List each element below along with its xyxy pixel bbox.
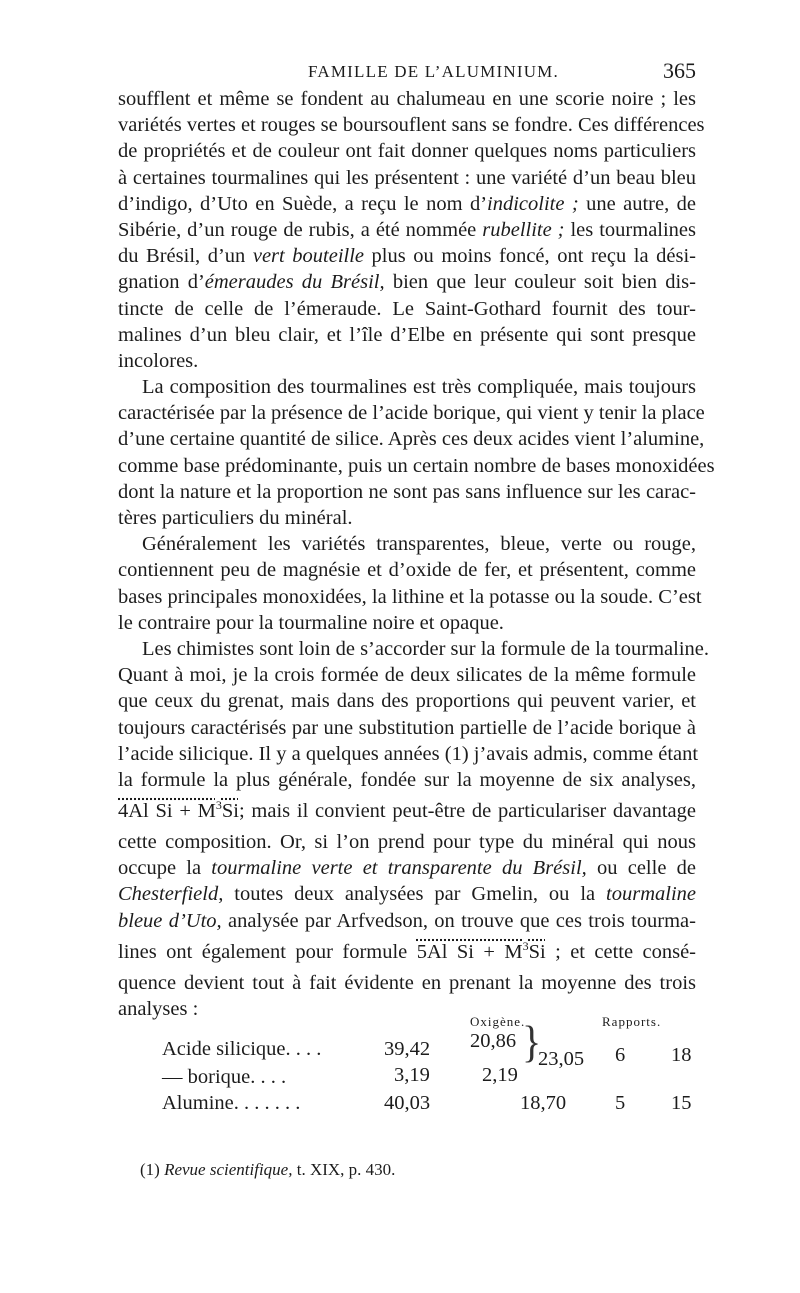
formula-superscript: 3 [522,938,529,953]
text-line: analyses : [118,998,199,1020]
text-run: les tourmalines [564,218,697,241]
text-run: occupe la [118,857,212,880]
text-line: quence devient tout à fait évidente en prenant la moyenne des trois [118,971,696,994]
formula: Si [528,940,546,963]
row-value: 3,19 [394,1064,430,1086]
running-title: FAMILLE DE L’ALUMINIUM. [308,62,559,81]
text-line: incolores. [118,349,199,372]
text-run: ; mais il convient peut-être de particulariser davantage [238,800,697,823]
text-line: caractérisée par la présence de l’acide borique, qui vient y tenir la place [118,402,705,425]
text-line: à certaines tourmalines qui les présentent : une variété d’un beau bleu [118,166,696,189]
text-line: que ceux du grenat, mais dans des proportions qui peuvent varier, et [118,690,696,713]
page-header [118,58,696,88]
text-run: analysée par Arfvedson, on trouve que ces trois tourma- [221,909,696,932]
text-line: de propriétés et de couleur ont fait donner quelques noms particuliers [118,140,696,163]
row-oxygen: 2,19 [482,1064,518,1086]
term-indicolite: indicolite ; [487,192,579,215]
row-value: 40,03 [384,1092,431,1114]
row-label: — borique. . . . [162,1066,287,1088]
page-number: 365 [663,58,696,83]
header-oxygen: Oxigène. [470,1014,526,1029]
text-run: d’indigo, d’Uto en Suède, a reçu le nom d’ [118,192,488,215]
row-label: Alumine. . . . . . . [162,1092,301,1114]
formula: Si [221,800,239,823]
text-run: bien que leur couleur soit bien dis- [384,271,696,294]
text-line: Quant à moi, je la crois formée de deux silicates de la même formule [118,664,696,687]
text-line [118,269,696,295]
text-line: Généralement les variétés transparentes, bleue, verte ou rouge, [142,533,696,556]
text-line: Les chimistes sont loin de s’accorder sur la formule de la tourmaline. [142,637,709,660]
term-vert-bouteille: vert bouteille [252,245,364,268]
text-line: variétés vertes et rouges se boursouflent sans se fondre. Ces différences [118,114,705,137]
footnote-journal: Revue scientifique, [164,1160,293,1179]
text-run: gnation d’ [118,271,205,294]
term-tourmaline: tourmaline [606,883,696,906]
text-line [118,881,696,907]
text-line: bases principales monoxidées, la lithine et la potasse ou la soude. C’est [118,585,702,608]
footnote [140,1160,395,1180]
term-rubellite: rubellite ; [482,218,565,241]
text-line: dont la nature et la proportion ne sont pas sans influence sur les carac- [118,480,696,503]
text-line: la formule la plus générale, fondée sur la moyenne de six analyses, [118,768,696,791]
combined-oxygen: 23,05 [538,1048,585,1070]
formula-superscript: 3 [215,798,222,813]
text-run: ou celle de [586,857,696,880]
formula: 4Al Si + M [118,800,216,823]
text-line: contiennent peu de magnésie et d’oxide de fer, et présentent, comme [118,559,696,582]
text-line: tincte de celle de l’émeraude. Le Saint-Gothard fournit des tour- [118,297,696,320]
text-run: ; et cette consé- [545,940,696,963]
row-ratio-a: 6 [615,1044,626,1066]
text-line [118,243,696,269]
row-oxygen: 20,86 [470,1030,517,1052]
text-line: tères particuliers du minéral. [118,507,353,529]
footnote-marker: (1) [140,1160,160,1179]
text-line [118,934,696,970]
text-run: Sibérie, d’un rouge de rubis, a été nommée [118,218,483,241]
row-ratio-b: 15 [671,1092,692,1114]
term-chesterfield: Chesterfield, [118,883,224,906]
text-line: d’une certaine quantité de silice. Après ces deux acides vient l’alumine, [118,428,705,451]
brace: } [522,1016,542,1067]
term-emeraudes-du-bresil: émeraudes du Brésil, [204,271,385,294]
text-line [118,217,696,243]
footnote-reference: t. XIX, p. 430. [292,1160,396,1179]
text-line: toujours caractérisés par une substitution partielle de l’acide borique à [118,716,696,739]
row-label: Acide silicique. . . . [162,1038,322,1060]
text-line [118,793,696,829]
row-value: 39,42 [384,1038,431,1060]
text-line [118,855,696,881]
text-line [118,191,696,217]
term-tourmaline-verte: tourmaline verte et transparente du Brésil, [211,857,587,880]
text-run: du Brésil, d’un [118,245,253,268]
header-ratios: Rapports. [602,1014,662,1029]
text-line: comme base prédominante, puis un certain nombre de bases monoxidées [118,454,715,477]
formula: 5Al Si + M [416,940,523,963]
text-line: le contraire pour la tourmaline noire et opaque. [118,611,504,634]
text-line: La composition des tourmalines est très compliquée, mais toujours [142,376,696,399]
text-run: lines ont également pour formule [118,940,417,963]
row-ratio-a: 5 [615,1092,626,1114]
row-oxygen: 18,70 [520,1092,567,1114]
body-text [118,86,715,1022]
text-run: une autre, de [578,192,696,215]
text-line: cette composition. Or, si l’on prend pour type du minéral qui nous [118,831,696,854]
term-bleue-uto: bleue d’Uto, [118,909,222,932]
text-line: l’acide silicique. Il y a quelques années (1) j’avais admis, comme étant [118,742,699,765]
text-line [118,908,696,934]
text-run: plus ou moins foncé, ont reçu la dési- [364,245,696,268]
text-line: malines d’un bleu clair, et l’île d’Elbe en présente qui sont presque [118,323,696,346]
text-run: toutes deux analysées par Gmelin, ou la [223,883,607,906]
analysis-table [118,1000,696,1120]
text-line: soufflent et même se fondent au chalumeau en une scorie noire ; les [118,88,696,110]
row-ratio-b: 18 [671,1044,692,1066]
